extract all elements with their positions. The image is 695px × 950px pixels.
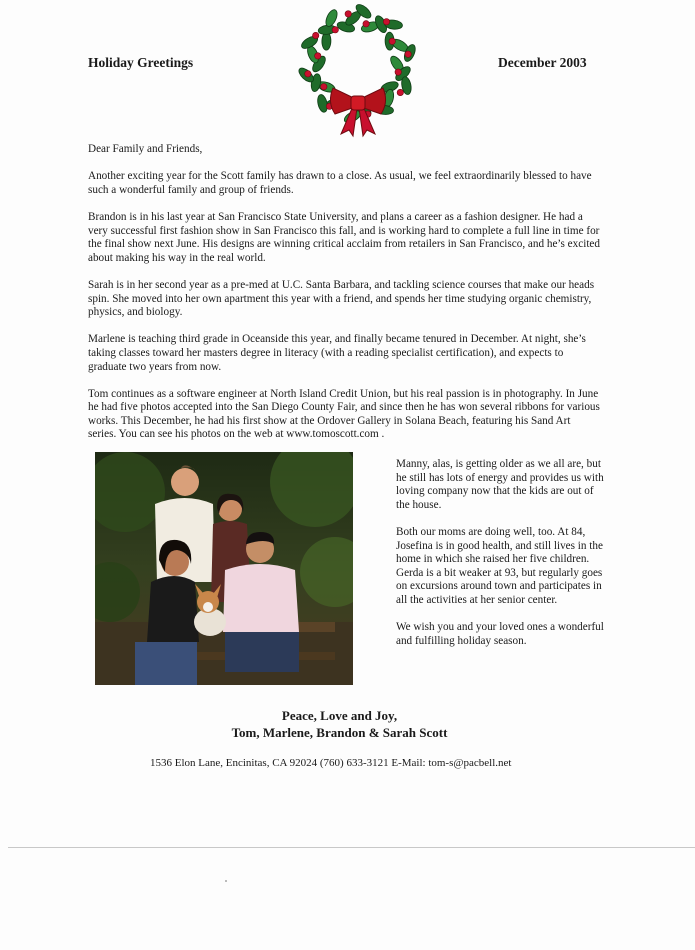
wreath-icon bbox=[293, 2, 423, 138]
paragraph-intro: Another exciting year for the Scott family has drawn to a close. As usual, we feel extraordinarily blessed to have such a wonderful family and group of friends. bbox=[88, 170, 592, 196]
holly-leaf bbox=[316, 94, 329, 114]
holly-berry bbox=[389, 38, 395, 44]
holly-berry bbox=[305, 71, 311, 77]
letter-body bbox=[88, 143, 600, 456]
holly-berry bbox=[313, 32, 319, 38]
paragraph-manny: Manny, alas, is getting older as we all are, but he still has lots of energy and provides us with loving company now that the kids are out of the house. bbox=[396, 458, 604, 511]
closing-signature: Tom, Marlene, Brandon & Sarah Scott bbox=[231, 725, 448, 740]
paragraph-brandon: Brandon is in his last year at San Francisco State University, and plans a career as a fashion designer. He had a very successful first fashion show in San Francisco this fall, and is working hard to complete a full line in time for the final show next June. His designs are winning critical acclaim from retailers in San Francisco, and he’s excited about making his way in the real world. bbox=[88, 210, 600, 264]
holly-berry bbox=[332, 27, 338, 33]
header-title: Holiday Greetings bbox=[88, 55, 194, 70]
holly-berry bbox=[363, 21, 369, 27]
family-photo bbox=[95, 452, 353, 685]
paragraph-sarah: Sarah is in her second year as a pre-med at U.C. Santa Barbara, and tackling science courses that make our heads spin. She moved into her own apartment this year with a friend, and spends her time studying organic chemistry, physics, and biology. bbox=[88, 278, 595, 319]
contact-address: 1536 Elon Lane, Encinitas, CA 92024 (760) 633-3121 E-Mail: tom-s@pacbell.net bbox=[150, 757, 512, 769]
letter-side-column bbox=[396, 458, 608, 662]
paragraph-marlene: Marlene is teaching third grade in Oceanside this year, and finally became tenured in December. At night, she’s taking classes toward her masters degree in literacy (with a reading specialist certification), and expects to graduate two years from now. bbox=[88, 333, 586, 373]
paragraph-tom: Tom continues as a software engineer at North Island Credit Union, but his real passion is in photography. In June he had five photos accepted into the San Diego County Fair, and since then he has won several ribbons for various works. This December, he had his first show at the Ordover Gallery in Solana Beach, featuring his Sand Art series. You can see his photos on the web at www.tomoscott.com . bbox=[88, 387, 600, 441]
paragraph-moms: Both our moms are doing well, too. At 84, Josefina is in good health, and still lives in the home in which she raised her five children. Gerda is a bit weaker at 93, but regularly goes on excursions around town and participates in all the activities at her senior center. bbox=[396, 525, 603, 606]
holly-berry bbox=[315, 53, 321, 59]
header-date: December 2003 bbox=[498, 55, 587, 70]
holly-berry bbox=[397, 89, 403, 95]
paragraph-wishes: We wish you and your loved ones a wonderful and fulfilling holiday season. bbox=[396, 621, 604, 647]
salutation: Dear Family and Friends, bbox=[88, 143, 203, 155]
scan-speck bbox=[225, 880, 227, 882]
holly-berry bbox=[321, 84, 327, 90]
holly-berry bbox=[345, 11, 351, 17]
holly-berry bbox=[395, 69, 401, 75]
page-divider bbox=[8, 847, 695, 848]
holly-berry bbox=[405, 51, 411, 57]
closing-line-1: Peace, Love and Joy, bbox=[281, 708, 398, 723]
holly-berry bbox=[383, 19, 389, 25]
